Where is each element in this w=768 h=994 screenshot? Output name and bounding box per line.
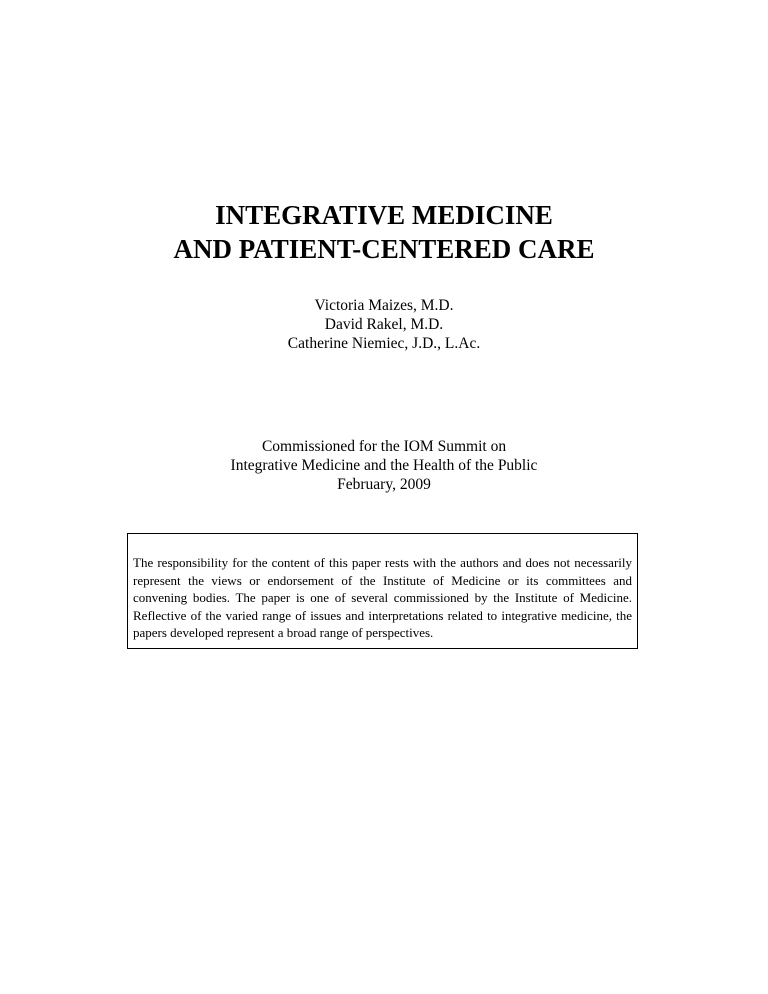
document-title [0, 198, 768, 266]
author-list [0, 296, 768, 353]
title-line-1: INTEGRATIVE MEDICINE [215, 200, 553, 230]
commission-date: February, 2009 [337, 476, 431, 493]
author-3: Catherine Niemiec, J.D., L.Ac. [287, 335, 481, 352]
commission-line-2: Integrative Medicine and the Health of the Public [230, 457, 538, 474]
commission-line-1: Commissioned for the IOM Summit on [261, 438, 507, 455]
author-1: Victoria Maizes, M.D. [314, 297, 454, 314]
commission-note [0, 437, 768, 494]
author-2: David Rakel, M.D. [324, 316, 444, 333]
disclaimer-box [127, 533, 638, 649]
disclaimer-text: The responsibility for the content of this paper rests with the authors and does not necessarily represent the views or endorsement of the Institute of Medicine or its committees and convening bodies. The paper is one of several commissioned by the Institute of Medicine. Reflective of the varied range of issues and interpretations related to integrative medicine, the papers developed represent a broad range of perspectives. [133, 555, 632, 640]
title-line-2: AND PATIENT-CENTERED CARE [173, 234, 595, 264]
